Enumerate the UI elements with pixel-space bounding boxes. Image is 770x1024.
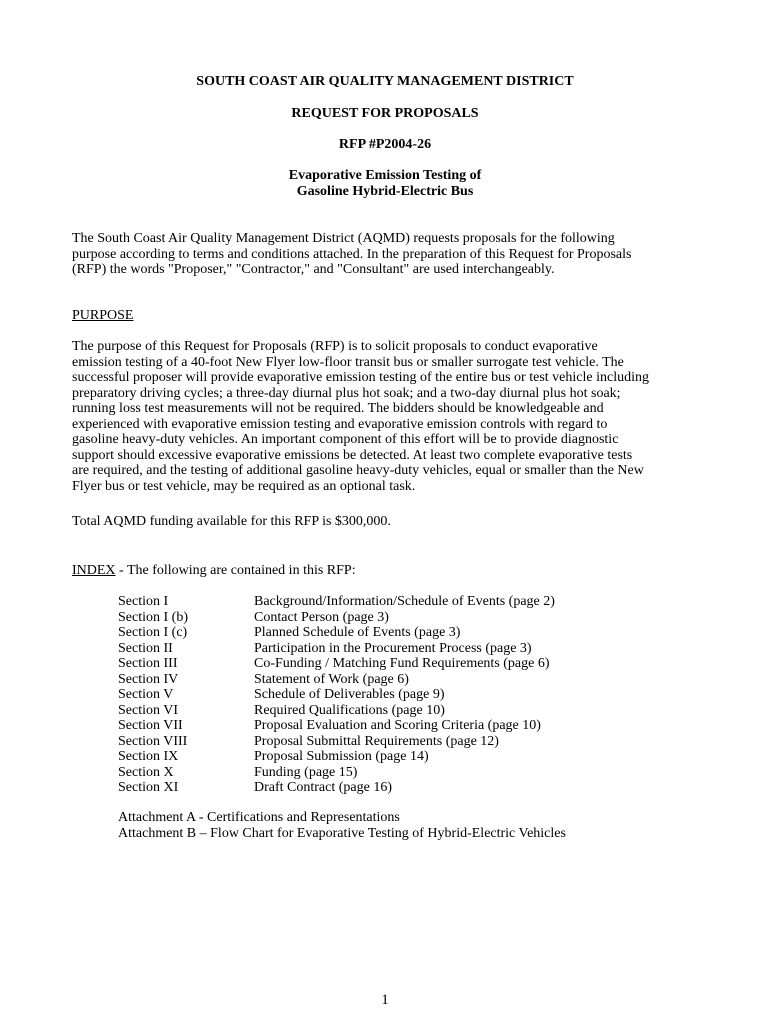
index-description: Planned Schedule of Events (page 3) [254,625,461,640]
purpose-line: successful proposer will provide evaporative emission testing of the entire bus or test vehicle including [72,370,649,385]
purpose-paragraph [72,339,702,494]
purpose-line: Flyer bus or test vehicle, may be required as an optional task. [72,478,416,494]
index-intro-text: - The following are contained in this RFP: [115,563,356,578]
index-description: Background/Information/Schedule of Events (page 2) [254,594,555,609]
purpose-line: gasoline heavy-duty vehicles. An important component of this effort will be to provide diagnostic [72,432,619,447]
index-section: Section I [118,594,169,609]
project-title-line-1: Evaporative Emission Testing of [288,168,482,183]
index-section: Section V [118,687,174,702]
index-section: Section VIII [118,733,188,749]
attachment-item: Attachment A - Certifications and Representations [118,810,400,825]
index-section: Section VII [118,718,183,733]
purpose-line: emission testing of a 40-foot New Flyer low-floor transit bus or smaller surrogate test vehicle. The [72,354,624,370]
index-description: Proposal Evaluation and Scoring Criteria (page 10) [254,718,541,733]
index-description: Proposal Submission (page 14) [254,749,429,764]
index-description: Funding (page 15) [254,764,358,780]
purpose-line: support should excessive evaporative emissions be detected. At least two complete evaporative tests [72,447,633,463]
index-section: Section X [118,764,174,780]
index-intro [72,563,702,579]
organization-title: SOUTH COAST AIR QUALITY MANAGEMENT DISTRICT [196,74,574,89]
index-description: Statement of Work (page 6) [254,671,409,687]
index-description: Schedule of Deliverables (page 9) [254,687,445,702]
project-title-line-2: Gasoline Hybrid-Electric Bus [296,184,474,199]
intro-line: purpose according to terms and conditions attached. In the preparation of this Request for Proposals [72,246,632,262]
index-description: Draft Contract (page 16) [254,780,392,795]
intro-paragraph [72,231,702,278]
index-section: Section I (b) [118,609,188,625]
index-section: Section III [118,656,178,671]
purpose-line: running loss test measurements will not be required. The bidders should be knowledgeable and [72,401,604,416]
index-section: Section IX [118,749,179,764]
index-section: Section XI [118,780,179,795]
document-type-title: REQUEST FOR PROPOSALS [291,106,479,121]
index-section: Section VI [118,702,179,718]
purpose-line: are required, and the testing of additional gasoline heavy-duty vehicles, equal or smaller than the New [72,463,644,478]
index-description: Participation in the Procurement Process (page 3) [254,640,532,656]
index-description: Co-Funding / Matching Fund Requirements (page 6) [254,656,550,671]
funding-statement: Total AQMD funding available for this RFP is $300,000. [72,514,391,529]
page-number: 1 [381,992,389,1008]
purpose-heading: PURPOSE [72,308,134,323]
index-description: Proposal Submittal Requirements (page 12) [254,733,499,749]
purpose-line: preparatory driving cycles; a three-day diurnal plus hot soak; and a two-day diurnal plus hot soak; [72,385,621,401]
intro-line: The South Coast Air Quality Management District (AQMD) requests proposals for the following [72,231,615,246]
purpose-line: experienced with evaporative emission testing and evaporative emission controls with regard to [72,416,608,432]
index-section: Section IV [118,671,179,687]
attachments-list [118,810,566,841]
intro-line: (RFP) the words "Proposer," "Contractor," and "Consultant" are used interchangeably. [72,262,555,277]
index-heading: INDEX [72,563,116,578]
index-section: Section II [118,640,173,656]
index-section: Section I (c) [118,625,188,640]
rfp-number: RFP #P2004-26 [338,137,432,152]
attachment-item: Attachment B – Flow Chart for Evaporative Testing of Hybrid-Electric Vehicles [118,825,566,841]
purpose-line: The purpose of this Request for Proposals (RFP) is to solicit proposals to conduct evaporative [72,339,598,354]
index-description: Required Qualifications (page 10) [254,702,445,718]
index-description: Contact Person (page 3) [254,609,389,625]
